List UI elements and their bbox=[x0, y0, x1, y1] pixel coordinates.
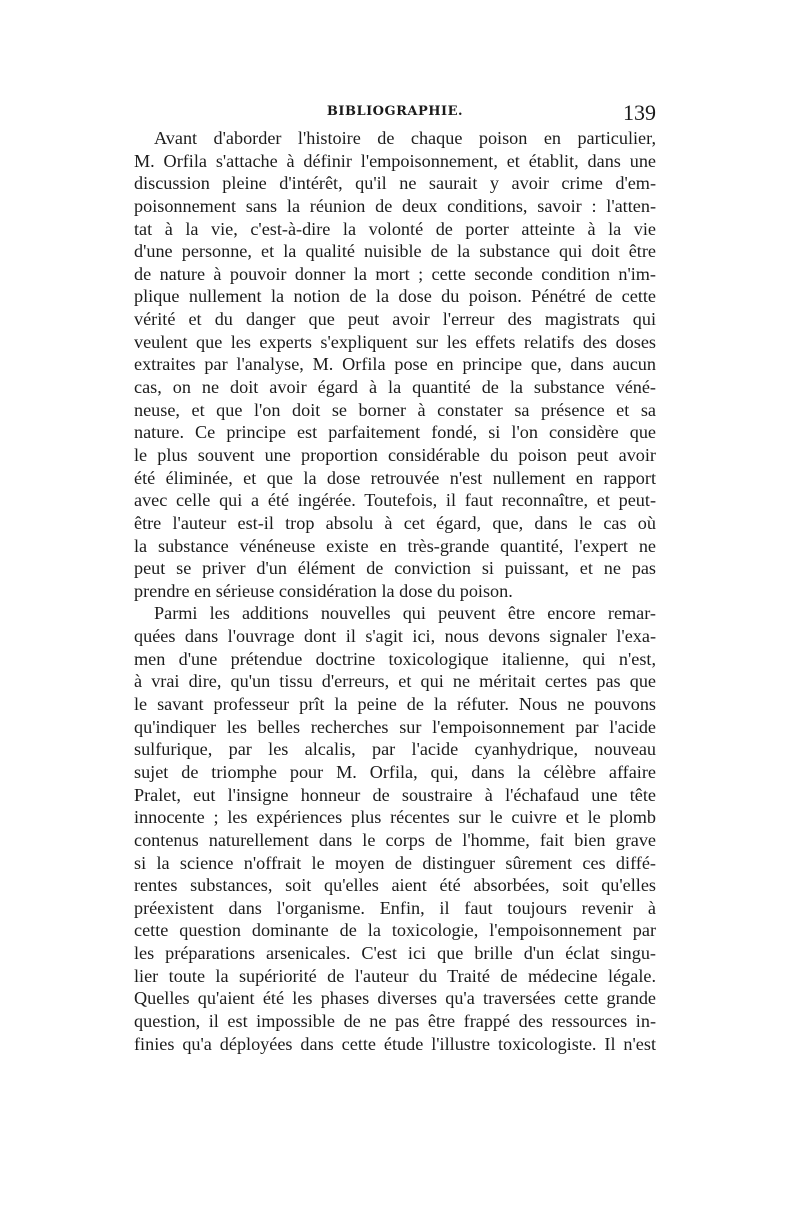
text-line: contenus naturellement dans le corps de l'homme, fait bien grave bbox=[134, 829, 656, 850]
running-title: BIBLIOGRAPHIE. bbox=[326, 104, 464, 119]
text-line: extraites par l'analyse, M. Orfila pose en principe que, dans aucun bbox=[134, 354, 656, 375]
text-line: discussion pleine d'intérêt, qu'il ne saurait y avoir crime d'em- bbox=[134, 173, 656, 194]
text-line: lier toute la supériorité de l'auteur du Traité de médecine légale. bbox=[134, 965, 656, 986]
text-line: à vrai dire, qu'un tissu d'erreurs, et qui ne méritait certes pas que bbox=[134, 671, 656, 692]
page-number: 139 bbox=[623, 100, 656, 125]
text-line: avec celle qui a été ingérée. Toutefois, il faut reconnaître, et peut- bbox=[134, 490, 656, 511]
text-line: finies qu'a déployées dans cette étude l'illustre toxicologiste. Il n'est bbox=[134, 1033, 656, 1054]
text-line: été éliminée, et que la dose retrouvée n'est nullement en rapport bbox=[134, 467, 656, 488]
text-line: quées dans l'ouvrage dont il s'agit ici, nous devons signaler l'exa- bbox=[134, 626, 656, 647]
text-line: d'une personne, et la qualité nuisible de la substance qui doit être bbox=[134, 241, 656, 262]
text-line: poisonnement sans la réunion de deux conditions, savoir : l'atten- bbox=[134, 195, 656, 216]
text-line: neuse, et que l'on doit se borner à constater sa présence et sa bbox=[134, 399, 656, 420]
text-line: M. Orfila s'attache à définir l'empoisonnement, et établit, dans une bbox=[134, 150, 656, 171]
body-text bbox=[134, 127, 656, 1055]
text-line: vérité et du danger que peut avoir l'erreur des magistrats qui bbox=[134, 309, 656, 330]
text-line: prendre en sérieuse considération la dose du poison. bbox=[134, 580, 513, 601]
text-line: sujet de triomphe pour M. Orfila, qui, dans la célèbre affaire bbox=[134, 761, 656, 782]
text-line: de nature à pouvoir donner la mort ; cette seconde condition n'im- bbox=[134, 263, 656, 284]
text-line: les préparations arsenicales. C'est ici que brille d'un éclat singu- bbox=[134, 943, 656, 964]
text-line: si la science n'offrait le moyen de distinguer sûrement ces diffé- bbox=[134, 852, 656, 873]
text-line: être l'auteur est-il trop absolu à cet égard, que, dans le cas où bbox=[134, 512, 656, 533]
page-header bbox=[134, 100, 656, 126]
text-line: Quelles qu'aient été les phases diverses qu'a traversées cette grande bbox=[134, 988, 656, 1009]
text-line: la substance vénéneuse existe en très-grande quantité, l'expert ne bbox=[134, 535, 656, 556]
text-line: peut se priver d'un élément de conviction si puissant, et ne pas bbox=[134, 558, 656, 579]
text-line: men d'une prétendue doctrine toxicologique italienne, qui n'est, bbox=[134, 648, 656, 669]
text-line: tat à la vie, c'est-à-dire la volonté de porter atteinte à la vie bbox=[134, 218, 656, 239]
text-line: plique nullement la notion de la dose du poison. Pénétré de cette bbox=[134, 286, 656, 307]
text-line: rentes substances, soit qu'elles aient été absorbées, soit qu'elles bbox=[134, 875, 656, 896]
text-line: question, il est impossible de ne pas être frappé des ressources in- bbox=[134, 1010, 656, 1031]
text-line: Avant d'aborder l'histoire de chaque poison en particulier, bbox=[154, 128, 656, 148]
text-line: cette question dominante de la toxicologie, l'empoisonnement par bbox=[134, 920, 656, 941]
text-line: cas, on ne doit avoir égard à la quantité de la substance véné- bbox=[134, 377, 656, 398]
text-line: innocente ; les expériences plus récentes sur le cuivre et le plomb bbox=[134, 807, 656, 828]
text-line: sulfurique, par les alcalis, par l'acide cyanhydrique, nouveau bbox=[134, 739, 656, 760]
text-line: préexistent dans l'organisme. Enfin, il faut toujours revenir à bbox=[134, 897, 656, 918]
text-line: nature. Ce principe est parfaitement fondé, si l'on considère que bbox=[134, 422, 656, 443]
text-line: le savant professeur prît la peine de la réfuter. Nous ne pouvons bbox=[134, 694, 656, 715]
text-line: Pralet, eut l'insigne honneur de soustraire à l'échafaud une tête bbox=[134, 784, 656, 805]
text-line: le plus souvent une proportion considérable du poison peut avoir bbox=[134, 444, 656, 465]
text-line: veulent que les experts s'expliquent sur les effets relatifs des doses bbox=[134, 331, 656, 352]
text-line: Parmi les additions nouvelles qui peuvent être encore remar- bbox=[154, 603, 656, 624]
text-line: qu'indiquer les belles recherches sur l'empoisonnement par l'acide bbox=[134, 716, 656, 737]
